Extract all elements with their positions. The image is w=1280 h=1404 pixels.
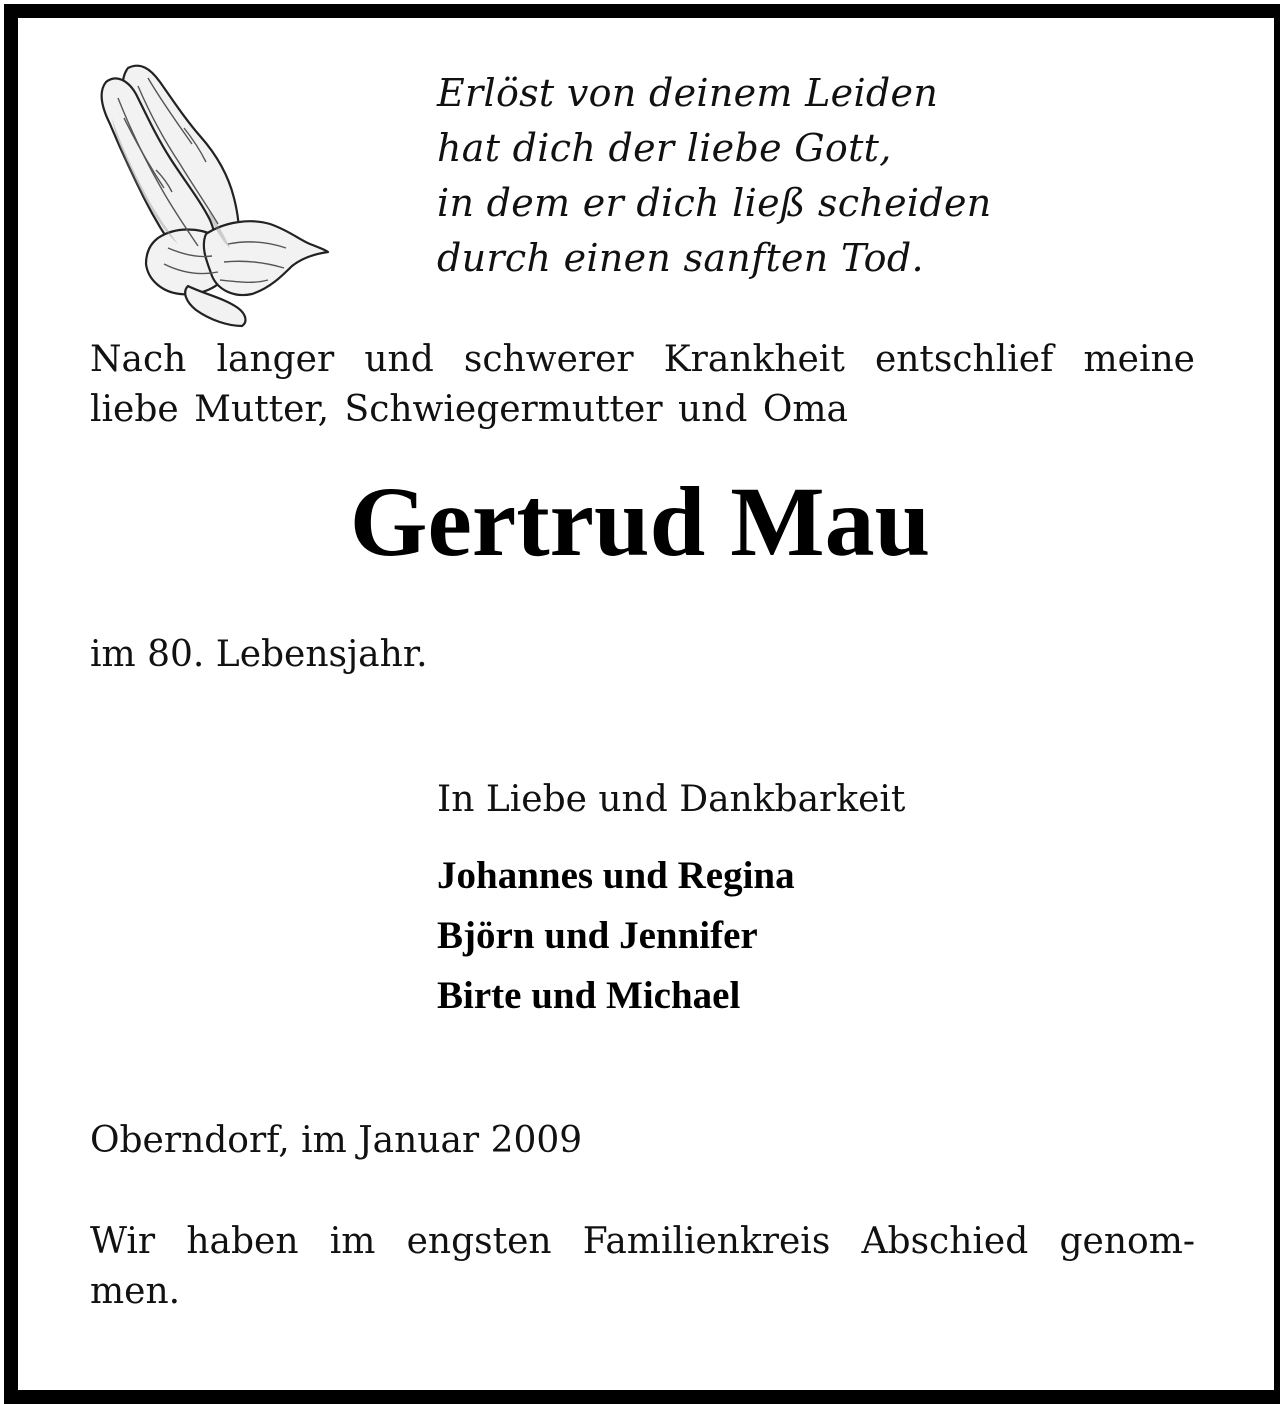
verse-line: Erlöst von deinem Leiden bbox=[437, 71, 939, 115]
verse-line: durch einen sanften Tod. bbox=[437, 236, 924, 280]
closing-phrase: In Liebe und Dankbarkeit bbox=[437, 779, 906, 820]
announcement-intro bbox=[90, 335, 1195, 435]
note-line-2: men. bbox=[90, 1271, 181, 1312]
mourner-entry: Johannes und Regina bbox=[437, 854, 795, 897]
intro-line-2: liebe Mutter, Schwiegermutter und Oma bbox=[90, 389, 848, 430]
mourners-list bbox=[437, 846, 795, 1026]
note-line-1: Wir haben im engsten Familienkreis Abschied genom- bbox=[90, 1221, 1195, 1262]
deceased-name: Gertrud Mau bbox=[349, 466, 931, 577]
verse-line: hat dich der liebe Gott, bbox=[437, 126, 892, 170]
intro-line-1: Nach langer und schwerer Krankheit entschlief meine bbox=[90, 339, 1195, 380]
place-and-date: Oberndorf, im Januar 2009 bbox=[90, 1120, 583, 1161]
age-text: im 80. Lebensjahr. bbox=[90, 634, 428, 675]
verse-line: in dem er dich ließ scheiden bbox=[437, 181, 992, 225]
praying-hands-icon bbox=[88, 58, 333, 328]
mourner-entry: Björn und Jennifer bbox=[437, 914, 758, 957]
memorial-verse bbox=[437, 66, 992, 286]
farewell-note bbox=[90, 1217, 1195, 1317]
mourner-entry: Birte und Michael bbox=[437, 974, 741, 1017]
